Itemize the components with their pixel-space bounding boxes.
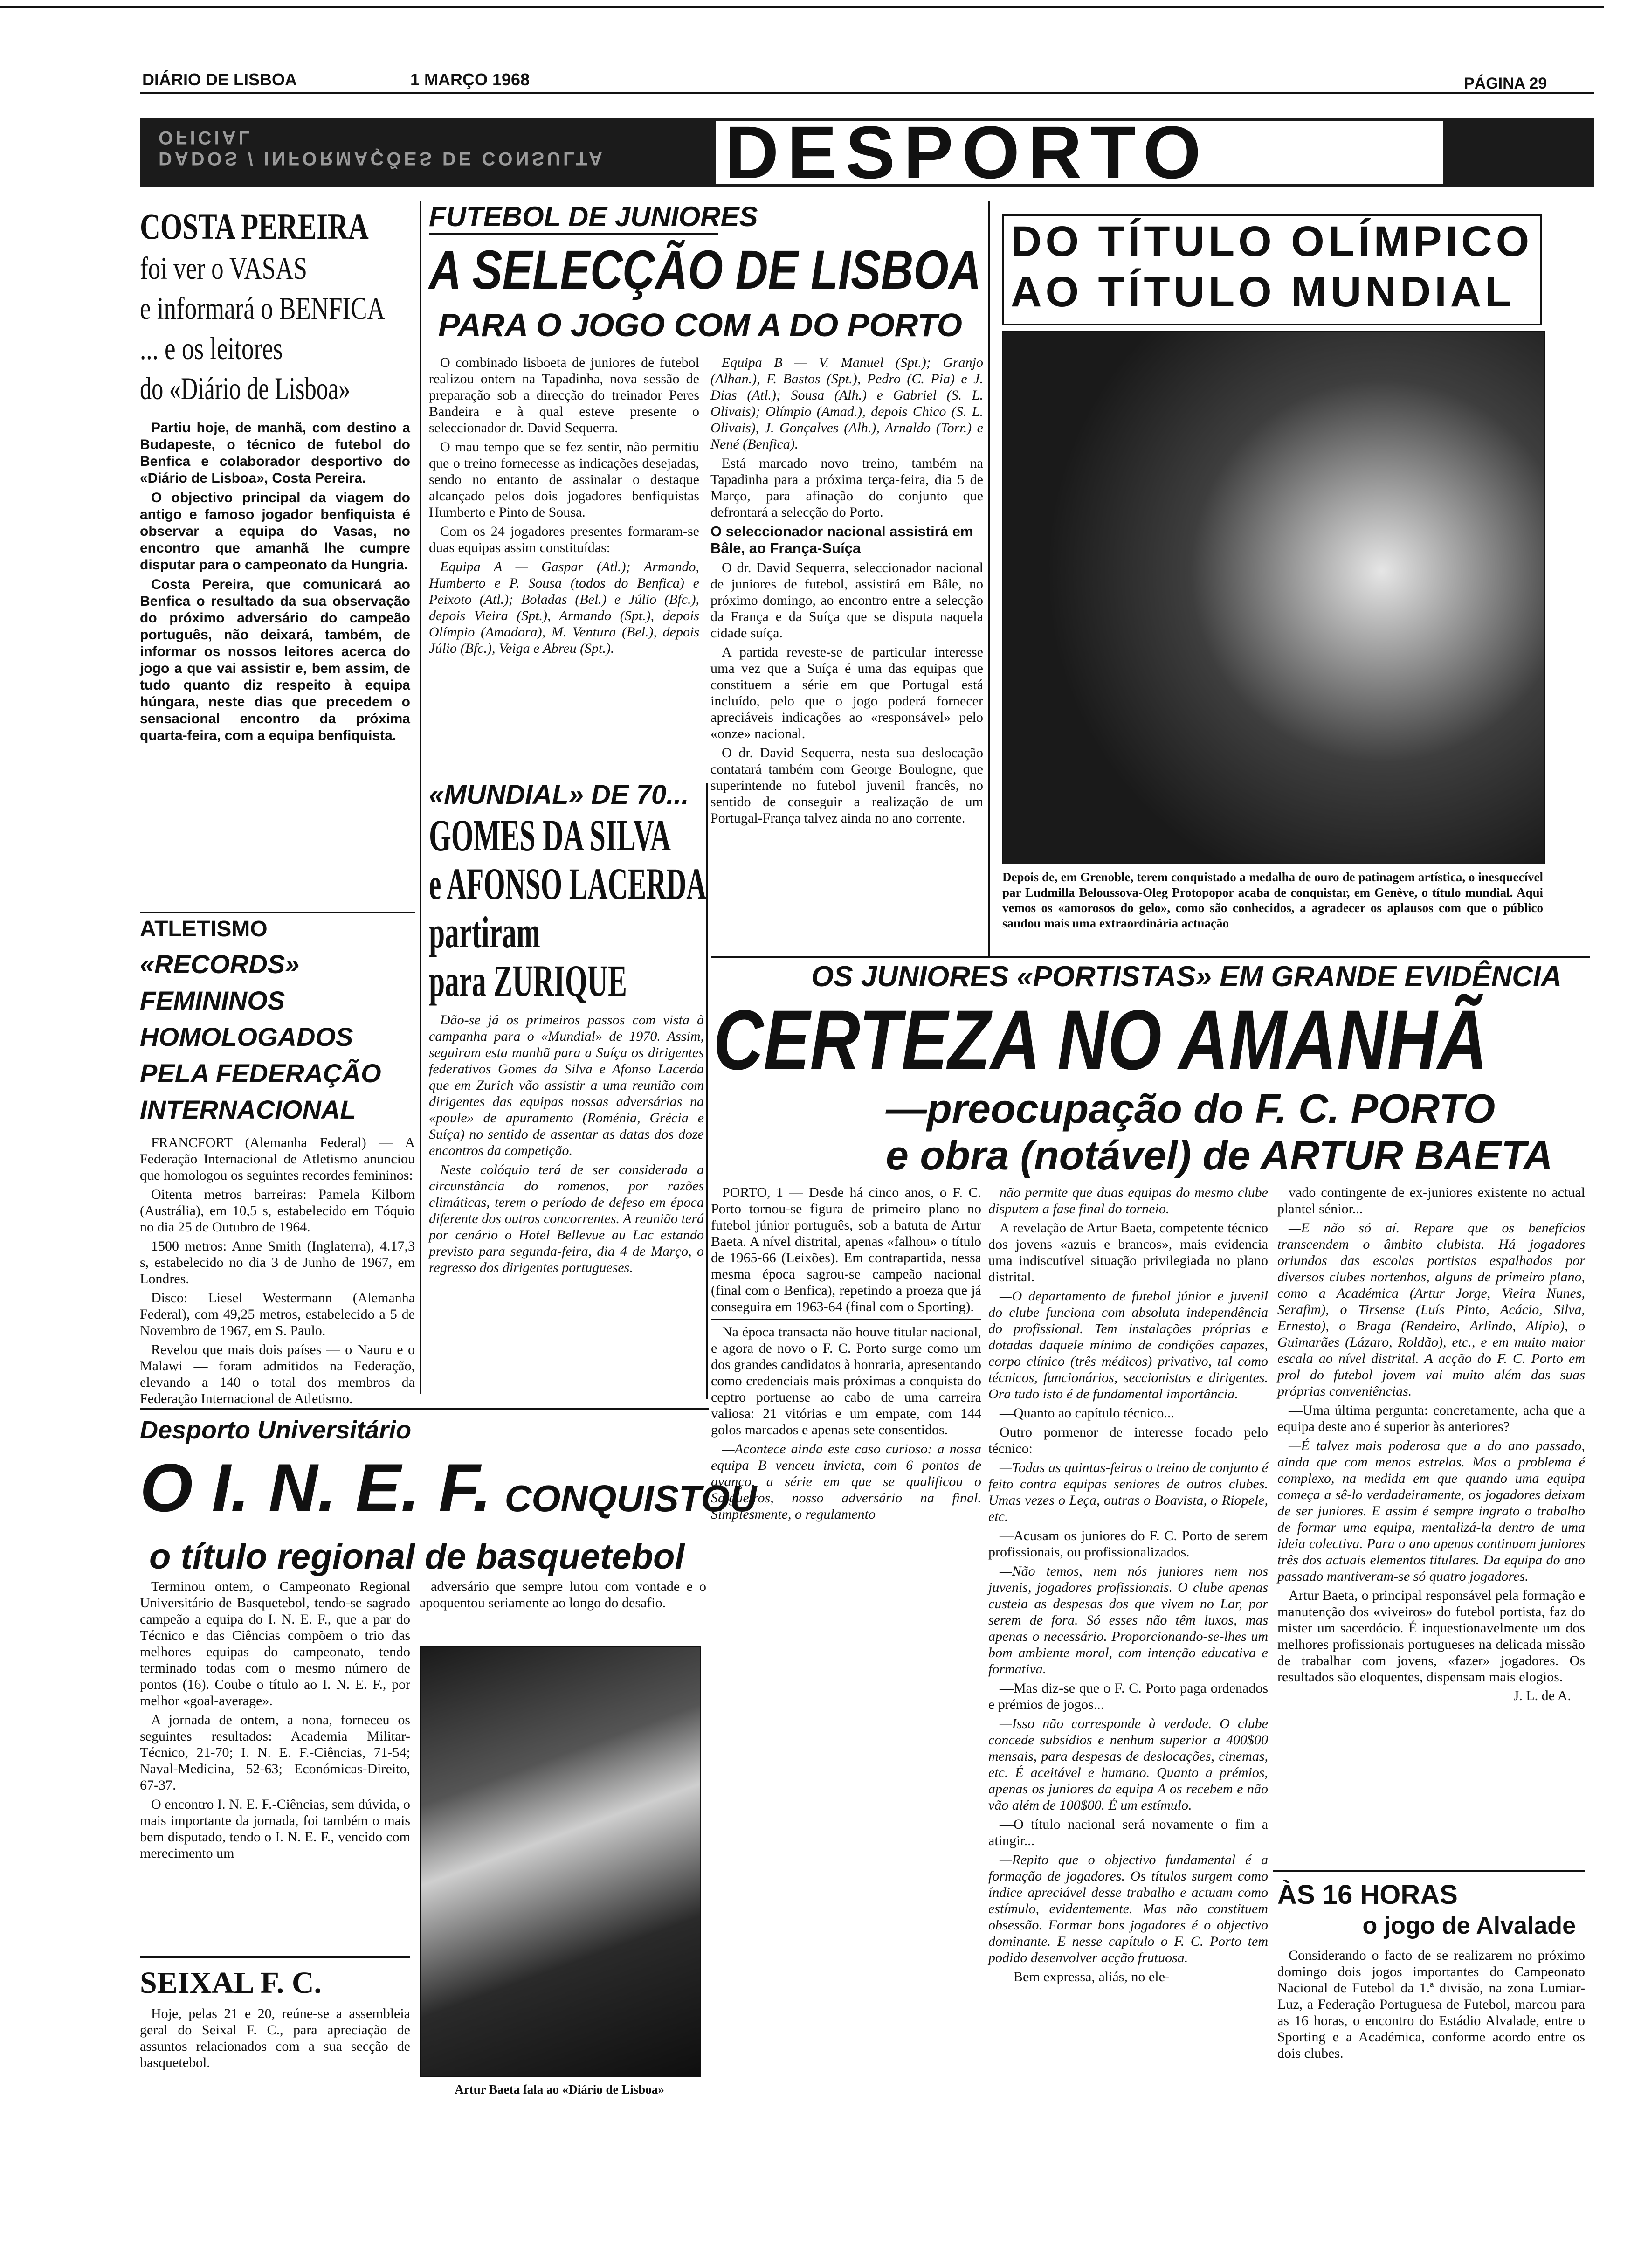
porto-paragraph: —Bem expressa, aliás, no ele-: [1000, 1969, 1170, 1984]
costa-paragraph: Costa Pereira, que comunicará ao Benfica o resultado da sua observação do próximo adversário do campeão português, não deixará, também, de informar os nossos leitores acerca do jogo a que vai assistir e, bem assim, de tudo quanto diz respeito à equipa húngara, neste dias que precedem o sensacional encontro da próxima quarta-feira, com a equipa benfiquista.: [140, 577, 410, 743]
alvalade-paragraph: Considerando o facto de se realizarem no próximo domingo dois jogos importantes do Campeonato Nacional de Futebol da 1.ª divisão, na zona Lumiar-Luz, a Federação Portuguesa de Futebol, marcou para as 16 horas, o encontro do Estádio Alvalade, entre o Sporting e a Académica, conforme acordo entre os dois clubes.: [1277, 1948, 1585, 2061]
porto-paragraph: Artur Baeta, o principal responsável pela formação e manutenção dos «viveiros» do futebol portista, faz do mister um sacerdócio. É inquestionavelmente um dos melhores profissionais portugueses na delicada missão de trabalhar com jovens, «fazer» jogadores. Os resultados são eloquentes, dispensam mais elogios.: [1277, 1588, 1585, 1685]
porto-paragraph: —Mas diz-se que o F. C. Porto paga ordenados e prémios de jogos...: [988, 1680, 1268, 1712]
porto-paragraph: —Quanto ao capítulo técnico...: [1000, 1405, 1174, 1421]
porto-paragraph: —Isso não corresponde à verdade. O clube concede subsídios e nenhum superior a 400$00 mensais, para despesas de deslocações, cinemas, etc. É aceitável e humano. Quanto a prémios, apenas os juniores da equipa A os recebem e não vão além de 100$00. É um estímulo.: [988, 1716, 1268, 1813]
atletismo-section: ATLETISMO: [140, 917, 268, 941]
atletismo-paragraph: Disco: Liesel Westermann (Alemanha Federal), com 49,25 metros, estabelecido a 5 de Novembro de 1967, em S. Paulo.: [140, 1290, 415, 1338]
atletismo-paragraph: 1500 metros: Anne Smith (Inglaterra), 4.17,3 s, estabelecido no dia 3 de Junho de 1967, em Londres.: [140, 1238, 415, 1286]
costa-title-3: e informará o BENFICA: [140, 290, 385, 326]
porto-paragraph: —É talvez mais poderosa que a do ano passado, ainda que com menos estrelas. Mas o problema é complexo, na medida em que quando uma equipa começa a sê-lo verdadeiramente, os jogadores deixam de ser juniores. E assim é sempre ingrato o trabalho de formar uma equipa, mentalizá-la dentro de uma ideia colectiva. Para o ano apenas continuam juniores três dos actuais elementos titulares. Da equipa do ano passado mantiveram-se só quatro jogadores.: [1277, 1438, 1585, 1584]
porto-subtitle-1: —preocupação do F. C. PORTO: [886, 1086, 1496, 1132]
costa-title-2: foi ver o VASAS: [140, 250, 308, 286]
porto-paragraph: Outro pormenor de interesse focado pelo técnico:: [988, 1424, 1268, 1456]
atletismo-paragraph: FRANCFORT (Alemanha Federal) — A Federação Internacional de Atletismo anunciou que homologou os seguintes recordes femininos:: [140, 1135, 415, 1183]
titulo-line-1: DO TÍTULO OLÍMPICO: [1011, 218, 1533, 265]
costa-title-4: ... e os leitores: [140, 331, 283, 366]
porto-kicker: OS JUNIORES «PORTISTAS» EM GRANDE EVIDÊNCIA: [811, 961, 1562, 993]
juniores-paragraph: Está marcado novo treino, também na Tapadinha para a próxima terça-feira, dia 5 de Março, para afinação do conjunto que defrontará a selecção do Porto.: [710, 456, 983, 520]
porto-column-3: [1277, 1184, 1585, 1870]
inef-paragraph: A jornada de ontem, a nona, forneceu os seguintes resultados: Academia Militar-Técnico, 21-70; I. N. E. F.-Ciências, 71-54; Naval-Medicina, 52-63; Económicas-Direito, 67-37.: [140, 1712, 410, 1793]
inef-column-1: [140, 1578, 410, 1942]
mundial-paragraph: Neste colóquio terá de ser considerada a circunstância do romenos, por razões climáticas, terem o período de defeso em época diferente dos outros concorrentes. A reunião terá por cenário o Hotel Bellevue au Lac estando previsto para segunda-feira, dia 4 de Março, o regresso dos dirigentes portugueses.: [429, 1162, 704, 1275]
juniores-title: A SELECÇÃO DE LISBOA: [429, 239, 981, 301]
inef-title-1: O I. N. E. F.: [140, 1450, 492, 1526]
juniores-paragraph: O dr. David Sequerra, seleccionador nacional de juniores de futebol, assistirá em Bâle, no próximo domingo, ao encontro entre a selecção da França e da Suíça que se disputa naquela cidade suíça.: [710, 560, 983, 641]
juniores-paragraph: O mau tempo que se fez sentir, não permitiu que o treino fornecesse as indicações desejadas, sendo no entanto de assinalar o destaque alcançado pelos dois jogadores benfiquistas Humberto e Pinto de Sousa.: [429, 439, 699, 520]
costa-paragraph: O objectivo principal da viagem do antigo e famoso jogador benfiquista é observar a equipa do Vasas, no encontro que amanhã lhe cumpre disputar para o campeonato da Hungria.: [140, 490, 410, 573]
porto-paragraph: —O título nacional será novamente o fim a atingir...: [988, 1817, 1268, 1848]
skating-pair-photo: [1002, 331, 1545, 864]
artur-baeta-photo: [420, 1646, 701, 2077]
porto-paragraph: —Não temos, nem nós juniores nem nos juvenis, jogadores profissionais. O clube apenas custeia as despesas dos que vivem no Lar, por serem de fora. Só esses não têm luxos, mas apenas o necessário. Proporcionando-se-lhes um bom ambiente moral, com intenção educativa e formativa.: [988, 1563, 1268, 1677]
juniores-paragraph: O dr. David Sequerra, nesta sua deslocação contatará também com George Boulogne, que superintende no futebol juvenil francês, no sentido de conseguir a realização de um Portugal-França talvez ainda no ano corrente.: [710, 745, 983, 826]
mundial-article: [429, 779, 707, 1399]
mundial-paragraph: Dão-se já os primeiros passos com vista à campanha para o «Mundial» de 1970. Assim, seguiram esta manhã para a Suíça os dirigentes federativos Gomes da Silva e Afonso Lacerda que em Zurich vão assistir a uma reunião com dirigentes das equipas nossas adversárias na «poule» de apuramento (Roménia, Grécia e Suíça) no sentido de assentar as datas dos doze encontros da competição.: [429, 1012, 704, 1158]
inef-paragraph: O encontro I. N. E. F.-Ciências, sem dúvida, o mais importante da jornada, foi também o mais bem disputado, tendo o I. N. E. F., vencido com merecimento um: [140, 1797, 410, 1861]
porto-paragraph: PORTO, 1 — Desde há cinco anos, o F. C. Porto tornou-se figura de primeiro plano no futebol júnior português, sob a batuta de Artur Baeta. A nível distrital, apenas «falhou» o título de 1965-66 (Leixões). Em contrapartida, nessa mesma época sagrou-se campeão nacional (final com o Benfica), repetindo a proeza que já conseguira em 1963-64 (final com o Sporting).: [711, 1185, 981, 1314]
desporto-banner: [140, 111, 1594, 194]
juniores-subtitle: PARA O JOGO COM A DO PORTO: [438, 307, 962, 343]
inef-section: Desporto Universitário: [140, 1416, 412, 1444]
seixal-article: [140, 1965, 410, 2115]
porto-paragraph: —Acontece ainda este caso curioso: a nossa equipa B venceu invicta, com 6 pontos de avanço, a série em que se qualificou o Salgueiros, nosso adversário na final. Simplesmente, o regulamento: [711, 1441, 981, 1522]
atletismo-paragraph: Oitenta metros barreiras: Pamela Kilborn (Austrália), em 10,5 s, estabelecido em Tóquio no dia 25 de Outubro de 1964.: [140, 1187, 415, 1235]
porto-paragraph: —Acusam os juniores do F. C. Porto de serem profissionais, ou profissionalizados.: [988, 1528, 1268, 1560]
column-rule: [988, 201, 990, 956]
juniores-paragraph: Equipa B — V. Manuel (Spt.); Granjo (Alhan.), F. Bastos (Spt.), Pedro (C. Pia) e J. Dias (Atl.); Sousa (Alh.) e Gabriel (S. L. Olivais); Olímpio (Amad.), depois Chico (S. L. Olivais), J. Gonçalves (Alh.), Arnaldo (Torr.) e Nené (Benfica).: [710, 355, 983, 452]
juniores-paragraph: A partida reveste-se de particular interesse uma vez que a Suíça é uma das equipas que constituem a série em que Portugal está incluído, pelo que o jogo poderá fornecer apreciáveis indicações ao «responsável» pelo «onze» nacional.: [710, 644, 983, 741]
porto-top-rule: [711, 956, 1590, 958]
mundial-title-1: GOMES DA SILVA: [429, 810, 671, 860]
porto-rule: [711, 1319, 981, 1320]
porto-paragraph: —Repito que o objectivo fundamental é a formação de jogadores. Os títulos surgem como índice apreciável desse trabalho e actuam como estímulo, evidentemente. Mas não constituem obsessão. Formar bons jogadores é o objectivo dominante. E nesse capítulo o F. C. Porto tem podido desenvolver acção frutuosa.: [988, 1852, 1268, 1965]
alvalade-article: [1277, 1879, 1585, 2131]
seixal-paragraph: Hoje, pelas 21 e 20, reúne-se a assembleia geral do Seixal F. C., para apreciação de assuntos relacionados com a sua secção de basquetebol.: [140, 2006, 410, 2070]
artur-baeta-caption: Artur Baeta fala ao «Diário de Lisboa»: [455, 2082, 664, 2096]
costa-title-5: do «Diário de Lisboa»: [140, 371, 351, 406]
seixal-rule: [140, 1956, 410, 1958]
porto-paragraph: —Uma última pergunta: concretamente, acha que a equipa deste ano é superior às anteriores?: [1277, 1403, 1585, 1434]
mundial-kicker: «MUNDIAL» DE 70...: [429, 780, 689, 810]
juniores-paragraph: Equipa A — Gaspar (Atl.); Armando, Humberto e P. Sousa (todos do Benfica) e Peixoto (Atl.); Boladas (Bel.) e Júlio (Bfc.), depois Vieira (Spt.), Armando (Spt.), depois Olímpio (Amadora), M. Ventura (Bel.), depois Júlio (Bfc.), Veiga e Abreu (Spt.).: [429, 559, 699, 656]
porto-title: CERTEZA NO AMANHÃ: [713, 992, 1488, 1087]
alvalade-title-2: o jogo de Alvalade: [1362, 1912, 1576, 1939]
juniores-paragraph: O combinado lisboeta de juniores de futebol realizou ontem na Tapadinha, nova sessão de preparação sob a direcção do treinador Peres Bandeira e à qual esteve presente o seleccionador dr. David Sequerra.: [429, 355, 699, 436]
mundial-title-2: e AFONSO LACERDA: [429, 859, 707, 909]
top-rule: [0, 6, 1604, 8]
porto-column-1: [711, 1184, 981, 1522]
costa-title-1: COSTA PEREIRA: [140, 206, 369, 247]
page-number: PÁGINA 29: [1464, 75, 1547, 92]
banner-title: DESPORTO: [725, 111, 1209, 194]
inef-title-2: CONQUISTOU: [504, 1478, 757, 1519]
porto-headline: [713, 960, 1590, 1193]
alvalade-rule: [1273, 1870, 1585, 1872]
inef-paragraph: adversário que sempre lutou com vontade e o apoquentou seriamente ao longo do desafio.: [420, 1579, 706, 1611]
mundial-title-4: para ZURIQUE: [429, 956, 627, 1006]
seixal-title: SEIXAL F. C.: [140, 1966, 322, 2000]
paper-name: DIÁRIO DE LISBOA: [142, 70, 297, 89]
header-rule: [140, 92, 1594, 94]
porto-paragraph: vado contingente de ex-juniores existente no actual plantel sénior...: [1277, 1185, 1585, 1217]
juniores-subhead: O seleccionador nacional assistirá em Bâle, ao França-Suíça: [710, 523, 973, 556]
inef-rule: [140, 1408, 709, 1410]
juniores-paragraph: Com os 24 jogadores presentes formaram-se duas equipas assim constituídas:: [429, 524, 699, 555]
titulo-caption: Depois de, em Grenoble, terem conquistado a medalha de ouro de patinagem artística, o inesquecível par Ludmilla Beloussova-Oleg Protopopor acaba de conquistar, em Genève, o título mundial. Aqui vemos os «amorosos do gelo», como são conhecidos, a agradecer os aplausos com que o público saudou mais uma extraordinária actuação: [1002, 870, 1543, 930]
mundial-title-3: partiram: [429, 907, 540, 957]
porto-paragraph: não permite que duas equipas do mesmo clube disputem a fase final do torneio.: [988, 1185, 1268, 1217]
porto-paragraph: —O departamento de futebol júnior e juvenil do clube funciona com absoluta independência do profissional. Tem instalações próprias e dotadas daquele mínimo de condições capazes, corpo clínico (três médicos) privativo, tal como técnicos, funcionários, seccionistas e dirigentes. Ora tudo isto é de fundamental importância.: [988, 1288, 1268, 1402]
porto-paragraph: A revelação de Artur Baeta, competente técnico dos jovens «azuis e brancos», mais evidencia uma indiscutível situação privilegiada no plano distrital.: [988, 1220, 1268, 1285]
alvalade-title-1: ÀS 16 HORAS: [1277, 1880, 1458, 1910]
atletismo-article: [140, 916, 415, 1406]
titulo-headline-box: [1002, 214, 1542, 325]
banner-mirrored-text: DADOS / INFORMAÇÕES DE CONSULTA OFICIAL: [159, 127, 605, 169]
inef-paragraph: Terminou ontem, o Campeonato Regional Universitário de Basquetebol, tendo-se sagrado campeão a equipa do I. N. E. F., que a par do Técnico e das Ciências compõem o trio das melhores equipas do campeonato, tendo terminado todas com o mesmo número de pontos (16). Coube o título ao I. N. E. F., por melhor «goal-average».: [140, 1579, 410, 1708]
atletismo-title: «RECORDS» FEMININOS HOMOLOGADOS PELA FEDERAÇÃO INTERNACIONAL: [140, 949, 381, 1124]
porto-paragraph: Na época transacta não houve titular nacional, e agora de novo o F. C. Porto surge como um dos grandes candidatos à honraria, apresentando como credenciais mais próximas a conquista do ceptro portuense ao cabo de uma carreira valiosa: 21 vitórias e um empate, com 144 golos marcados e apenas sete consentidos.: [711, 1324, 981, 1438]
issue-date: 1 MARÇO 1968: [410, 70, 530, 89]
atletismo-rule: [140, 912, 415, 913]
porto-signature: J. L. de A.: [1513, 1688, 1571, 1703]
porto-subtitle-2: e obra (notável) de ARTUR BAETA: [886, 1132, 1553, 1178]
column-rule: [706, 783, 708, 1399]
juniores-kicker: FUTEBOL DE JUNIORES: [429, 201, 758, 232]
inef-title-3: o título regional de basquetebol: [149, 1537, 685, 1577]
porto-column-2: [988, 1184, 1268, 2131]
porto-paragraph: —E não só aí. Repare que os benefícios transcendem o âmbito clubista. Há jogadores oriundos das escolas portistas espalhados por diversos clubes nortenhos, alguns de primeiro plano, como a Académica (Artur Jorge, Vieira Nunes, Serafim), o Tirsense (Luís Pinto, Acácio, Silva, Ernesto), o Braga (Rendeiro, Arlindo, Alípio), o Guimarães (Lázaro, Roldão), etc., e em muito maior escala ao nível distrital. A acção do F. C. Porto em prol do futebol jovem vai muito além das suas próprias conveniências.: [1277, 1220, 1585, 1399]
porto-paragraph: —Todas as quintas-feiras o treino de conjunto é feito contra equipas seniores de outros clubes. Umas vezes o Leça, outras o Boavista, o Riopele, etc.: [988, 1460, 1268, 1524]
titulo-line-2: AO TÍTULO MUNDIAL: [1011, 268, 1515, 316]
inef-column-2: [420, 1578, 706, 1634]
costa-pereira-article: [140, 205, 410, 905]
column-rule: [420, 201, 421, 1394]
atletismo-paragraph: Revelou que mais dois países — o Nauru e o Malawi — foram admitidos na Federação, elevando a 140 o total dos membros da Federação Internacional de Atletismo.: [140, 1342, 415, 1406]
costa-paragraph: Partiu hoje, de manhã, com destino a Budapeste, o técnico de futebol do Benfica e colaborador desportivo do «Diário de Lisboa», Costa Pereira.: [140, 420, 410, 486]
